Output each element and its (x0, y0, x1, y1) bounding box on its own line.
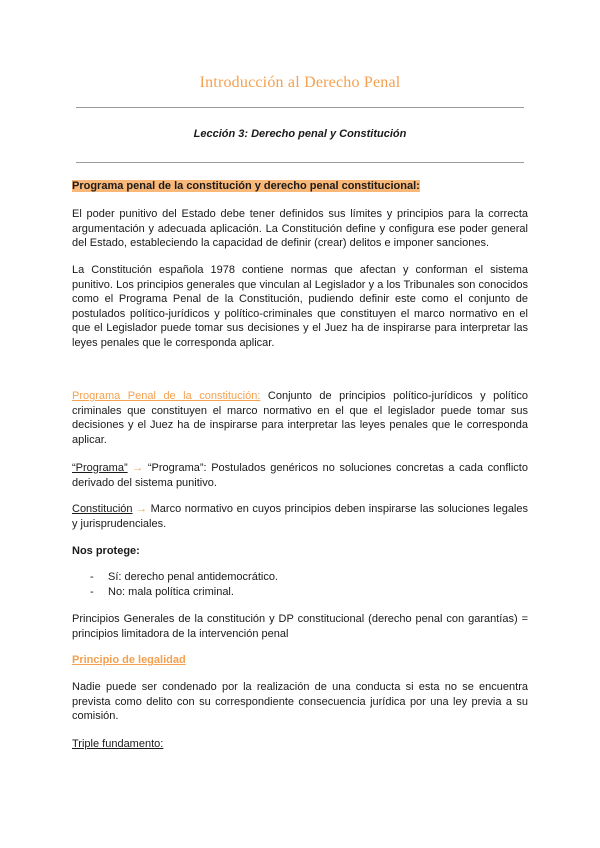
definition-text: “Programa”: Postulados genéricos no soluciones concretas a cada conflicto derivado del sistema punitivo. (72, 462, 528, 489)
document-title: Introducción al Derecho Penal (199, 74, 401, 91)
section-heading-para (72, 179, 528, 194)
legality-heading-para (72, 653, 528, 668)
definition-text: Marco normativo en cuyos principios deben inspirarse las soluciones legales y jurisprudenciales. (72, 503, 528, 530)
definition-term: Programa Penal de la constitución: (72, 390, 261, 402)
arrow-icon: → (127, 462, 148, 474)
triple-heading-para (72, 737, 528, 752)
bullet-dash: - (90, 571, 94, 583)
title-divider (76, 107, 524, 108)
section-heading: Programa penal de la constitución y derecho penal constitucional: (72, 180, 420, 192)
paragraph-1: El poder punitivo del Estado debe tener definidos sus límites y principios para la correcta argumentación y adecuada aplicación. La Constitución define y configura ese poder general del Estado, estableciendo la capacidad de definir (crear) delitos e imponer sanciones. (72, 208, 528, 249)
definition-term: Constitución (72, 503, 133, 515)
definition-term: “Programa” (72, 462, 128, 474)
definition-text: Conjunto de principios político-jurídicos y político criminales que constituyen el marco normativo en el que el legislador puede tomar sus decisiones y el Juez ha de inspirarse para interpretar las leyes penales que le corresponda aplicar. (72, 390, 528, 446)
list-item-text: Sí: derecho penal antidemocrático. (108, 571, 278, 583)
paragraph-3: Principios Generales de la constitución y DP constitucional (derecho penal con garantías) = principios limitadora de la intervención penal (72, 613, 528, 640)
legality-heading: Principio de legalidad (72, 654, 186, 666)
paragraph-2: La Constitución española 1978 contiene normas que afectan y conforman el sistema punitivo. Los principios generales que vinculan al Legislador y a los Tribunales son conocidos como el Programa Penal de la Constitución, pudiendo definir este como el conjunto de postulados político-jurídicos y político-criminales que constituyen el marco normativo en el que el Legislador puede tomar sus decisiones y el Juez ha de inspirarse para interpretar las leyes penales que le corresponda aplicar. (72, 264, 528, 349)
protects-heading: Nos protege: (72, 545, 140, 557)
subtitle-divider (76, 162, 524, 163)
bullet-dash: - (90, 586, 94, 598)
definition-constitucion (72, 502, 528, 531)
definition-programa-penal (72, 389, 528, 447)
triple-heading: Triple fundamento: (72, 738, 164, 750)
list-item-text: No: mala política criminal. (108, 586, 234, 598)
definition-programa (72, 461, 528, 490)
lesson-subtitle: Lección 3: Derecho penal y Constitución (193, 128, 407, 140)
paragraph-4: Nadie puede ser condenado por la realización de una conducta si esta no se encuentra prevista como delito con su correspondiente consecuencia jurídica por una ley previa a su comisión. (72, 681, 528, 722)
arrow-icon: → (132, 503, 151, 515)
list-item (90, 585, 234, 600)
list-item (90, 570, 278, 585)
